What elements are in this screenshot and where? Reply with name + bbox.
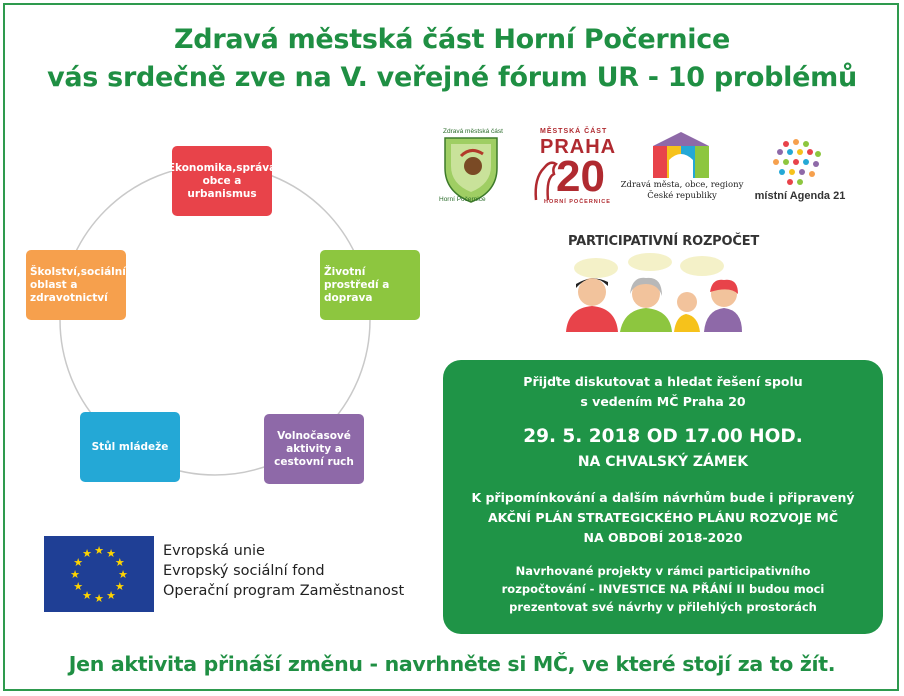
eu-flag-icon: [44, 536, 154, 612]
panel-plan1: K připomínkování a dalším návrhům bude i připravený: [471, 490, 855, 505]
praha-20-logo: [522, 126, 617, 206]
zdrava-line2: České republiky: [647, 191, 717, 201]
eu-star-icon: ★: [94, 545, 104, 557]
shield-top-text: Zdravá městská část: [443, 128, 503, 135]
zdrava-line1: Zdravá města, obce, regiony: [620, 180, 744, 190]
eu-star-icon: ★: [106, 548, 116, 561]
eu-star-icon: ★: [106, 589, 116, 602]
eu-star-icon: ★: [82, 589, 92, 602]
mistni-agenda-21-logo: [750, 136, 850, 208]
eu-star-icon: ★: [118, 569, 128, 581]
headline-line1: Zdravá městská část Horní Počernice: [174, 24, 730, 55]
speech-bubble-2: [628, 253, 672, 271]
headline-line2: vás srdečně zve na V. veřejné fórum UR - 10 problémů: [47, 62, 857, 93]
horni-pocernice-logo: [437, 126, 507, 206]
shield-icon: [437, 126, 507, 206]
eu-line1: Evropská unie: [163, 543, 265, 559]
eu-line3: Operační program Zaměstnanost: [163, 583, 405, 599]
shield-bottom-text: Horní Počernice: [439, 196, 486, 203]
praha-number: 20: [556, 152, 605, 201]
panel-intro1: Přijďte diskutovat a hledat řešení spolu: [523, 374, 803, 389]
praha-small-bottom: HORNÍ POČERNICE: [544, 199, 611, 205]
speech-bubble-3: [680, 256, 724, 276]
eu-star-icon: ★: [94, 593, 104, 605]
gate-icon: [617, 128, 747, 180]
eu-star-icon: ★: [70, 569, 80, 581]
eu-star-icon: ★: [82, 548, 92, 561]
participativni-title: PARTICIPATIVNÍ ROZPOČET: [568, 234, 760, 249]
speech-bubble-1: [574, 258, 618, 278]
eu-star-icon: ★: [114, 557, 125, 569]
event-place: NA CHVALSKÝ ZÁMEK: [577, 454, 749, 470]
invitation-panel: [443, 360, 883, 634]
event-date: 29. 5. 2018 OD 17.00 HOD.: [523, 426, 803, 447]
cycle-item-economy: Ekonomika,správa obce a urbanismus: [172, 146, 272, 216]
cycle-item-leisure: Volnočasové aktivity a cestovní ruch: [264, 414, 364, 484]
panel-proj3: prezentovat své návrhy v přilehlých prostorách: [509, 600, 817, 614]
praha-small-top: MĚSTSKÁ ČÁST: [540, 128, 608, 135]
zdrava-mesta-logo: [617, 128, 747, 208]
cycle-item-youth: Stůl mládeže: [80, 412, 180, 482]
dots-icon: [750, 136, 850, 188]
panel-proj2: rozpočtování - INVESTICE NA PŘÁNÍ II budou moci: [501, 582, 825, 596]
cycle-item-education: Školství,sociální oblast a zdravotnictví: [26, 250, 126, 320]
praha-word: PRAHA: [540, 136, 617, 158]
eu-star-icon: ★: [114, 581, 125, 593]
panel-intro2: s vedením MČ Praha 20: [580, 394, 746, 409]
people-illustration: [562, 252, 742, 332]
panel-proj1: Navrhované projekty v rámci participativního: [515, 564, 811, 578]
eu-star-icon: ★: [73, 557, 84, 569]
panel-plan2: AKČNÍ PLÁN STRATEGICKÉHO PLÁNU ROZVOJE MČ: [487, 510, 839, 525]
eu-line2: Evropský sociální fond: [163, 563, 325, 579]
ma21-text: místní Agenda 21: [754, 190, 846, 202]
footer-slogan: Jen aktivita přináší změnu - navrhněte si MČ, ve které stojí za to žít.: [68, 652, 836, 676]
eu-star-icon: ★: [73, 581, 84, 593]
eu-stars: [44, 536, 154, 612]
cycle-item-environment: Životní prostředí a doprava: [320, 250, 420, 320]
panel-plan3: NA OBDOBÍ 2018-2020: [583, 530, 743, 545]
